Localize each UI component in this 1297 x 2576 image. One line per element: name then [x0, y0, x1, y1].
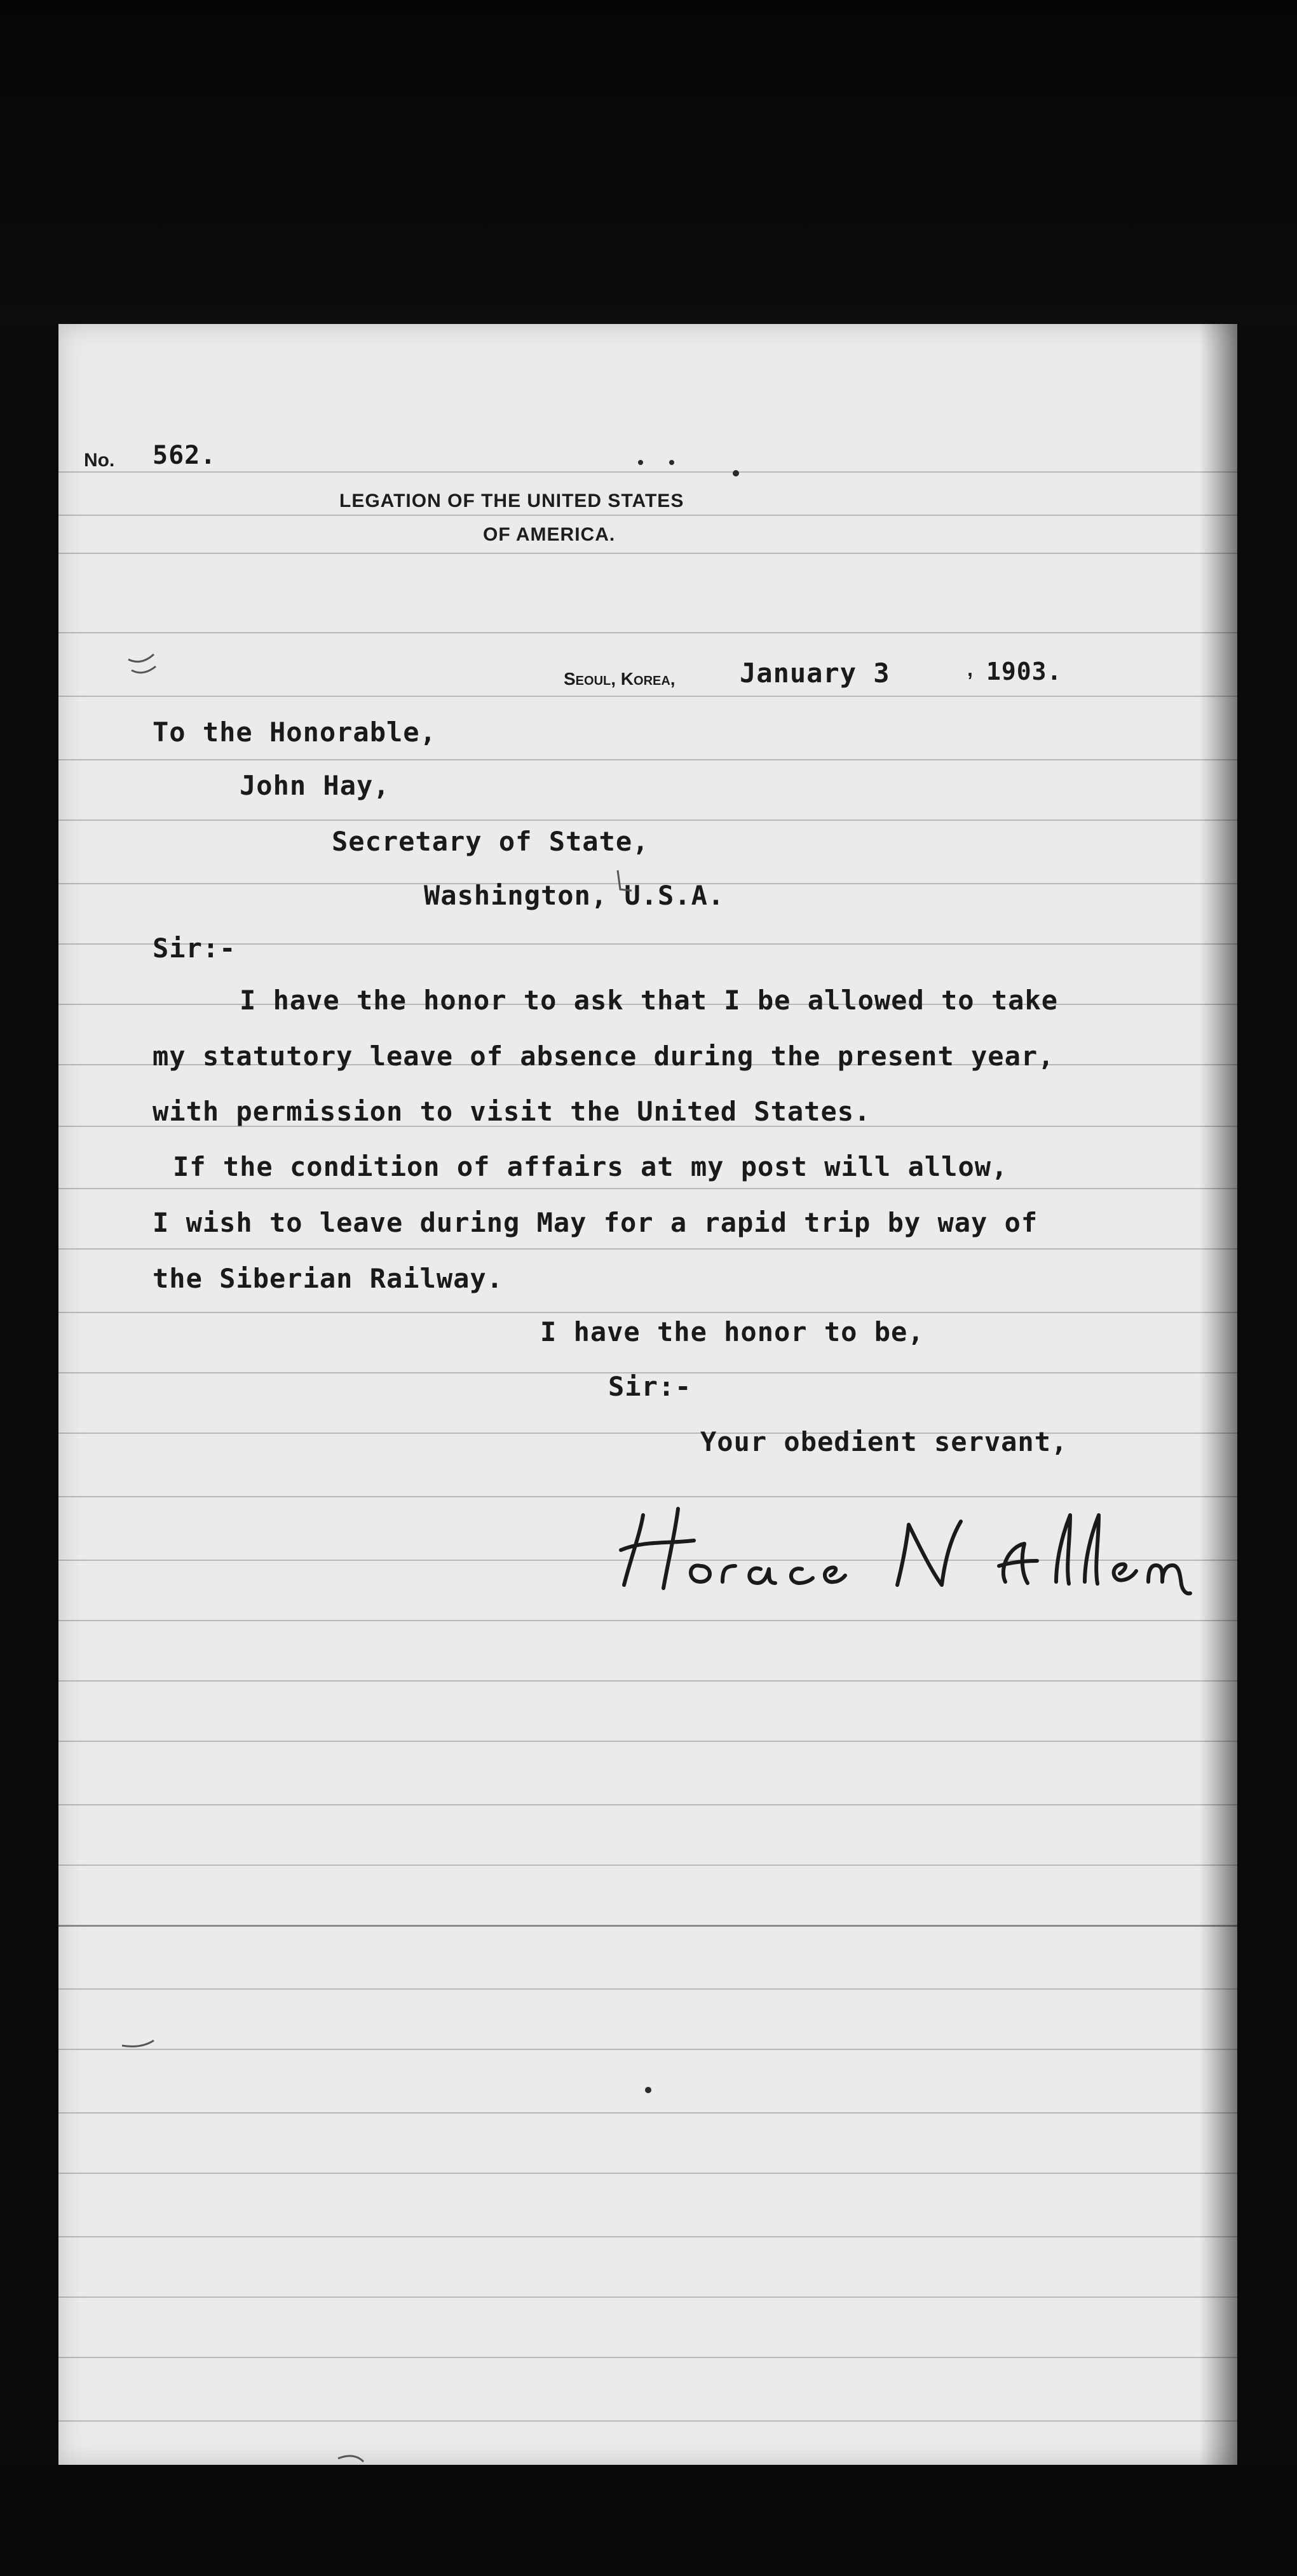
ledger-rule [58, 1188, 1237, 1189]
ledger-rule [58, 1804, 1237, 1805]
dispatch-number-label: No. [84, 450, 115, 471]
closing-line3: Your obedient servant, [700, 1426, 1068, 1457]
ledger-rule [58, 1312, 1237, 1313]
letterhead-line2: OF AMERICA. [483, 524, 616, 545]
ledger-rule [58, 2420, 1237, 2422]
body-line: with permission to visit the United States. [153, 1096, 871, 1127]
ledger-rule [58, 1680, 1237, 1682]
closing-line1: I have the honor to be, [540, 1316, 925, 1347]
body-line: I have the honor to ask that I be allowed to take [240, 985, 1059, 1016]
ledger-rule [58, 1988, 1237, 1990]
ledger-rule [58, 515, 1237, 516]
film-edge-bottom [0, 2465, 1297, 2576]
ledger-rule [58, 759, 1237, 760]
body-line: If the condition of affairs at my post will allow, [173, 1151, 1008, 1182]
address-line1: To the Honorable, [153, 717, 437, 748]
ledger-rule [58, 2173, 1237, 2174]
letter-page [58, 324, 1237, 2465]
ledger-rule [58, 2049, 1237, 2050]
ledger-rule [58, 1925, 1237, 1927]
ledger-rule [58, 553, 1237, 554]
ledger-rule [58, 1620, 1237, 1621]
ledger-rule [58, 819, 1237, 821]
dateline-year: 1903. [986, 657, 1063, 685]
letterhead-line1: LEGATION OF THE UNITED STATES [339, 490, 684, 511]
ledger-rule [58, 1741, 1237, 1742]
ledger-rule [58, 2236, 1237, 2237]
address-line2: John Hay, [240, 770, 390, 801]
dateline-date: January 3 [740, 657, 890, 689]
ledger-rule [58, 471, 1237, 473]
ledger-rule [58, 2296, 1237, 2298]
ledger-rule [58, 1865, 1237, 1866]
ledger-rule [58, 2357, 1237, 2358]
dispatch-number: 562. [153, 441, 217, 470]
ledger-rule [58, 632, 1237, 633]
body-line: the Siberian Railway. [153, 1263, 504, 1294]
body-line: my statutory leave of absence during the present year, [153, 1041, 1055, 1072]
dateline-year-separator: , [967, 657, 973, 680]
body-line: I wish to leave during May for a rapid trip by way of [153, 1207, 1038, 1238]
dateline-place: Seoul, Korea, [564, 669, 676, 689]
film-edge-top [0, 0, 1297, 324]
ledger-rule [58, 2112, 1237, 2114]
salutation: Sir:- [153, 933, 236, 964]
ledger-rule [58, 1248, 1237, 1250]
signature [618, 1490, 1237, 1604]
address-line3: Secretary of State, [332, 826, 649, 857]
address-line4: Washington, U.S.A. [424, 880, 725, 911]
closing-line2: Sir:- [608, 1371, 692, 1402]
ledger-rule [58, 696, 1237, 697]
